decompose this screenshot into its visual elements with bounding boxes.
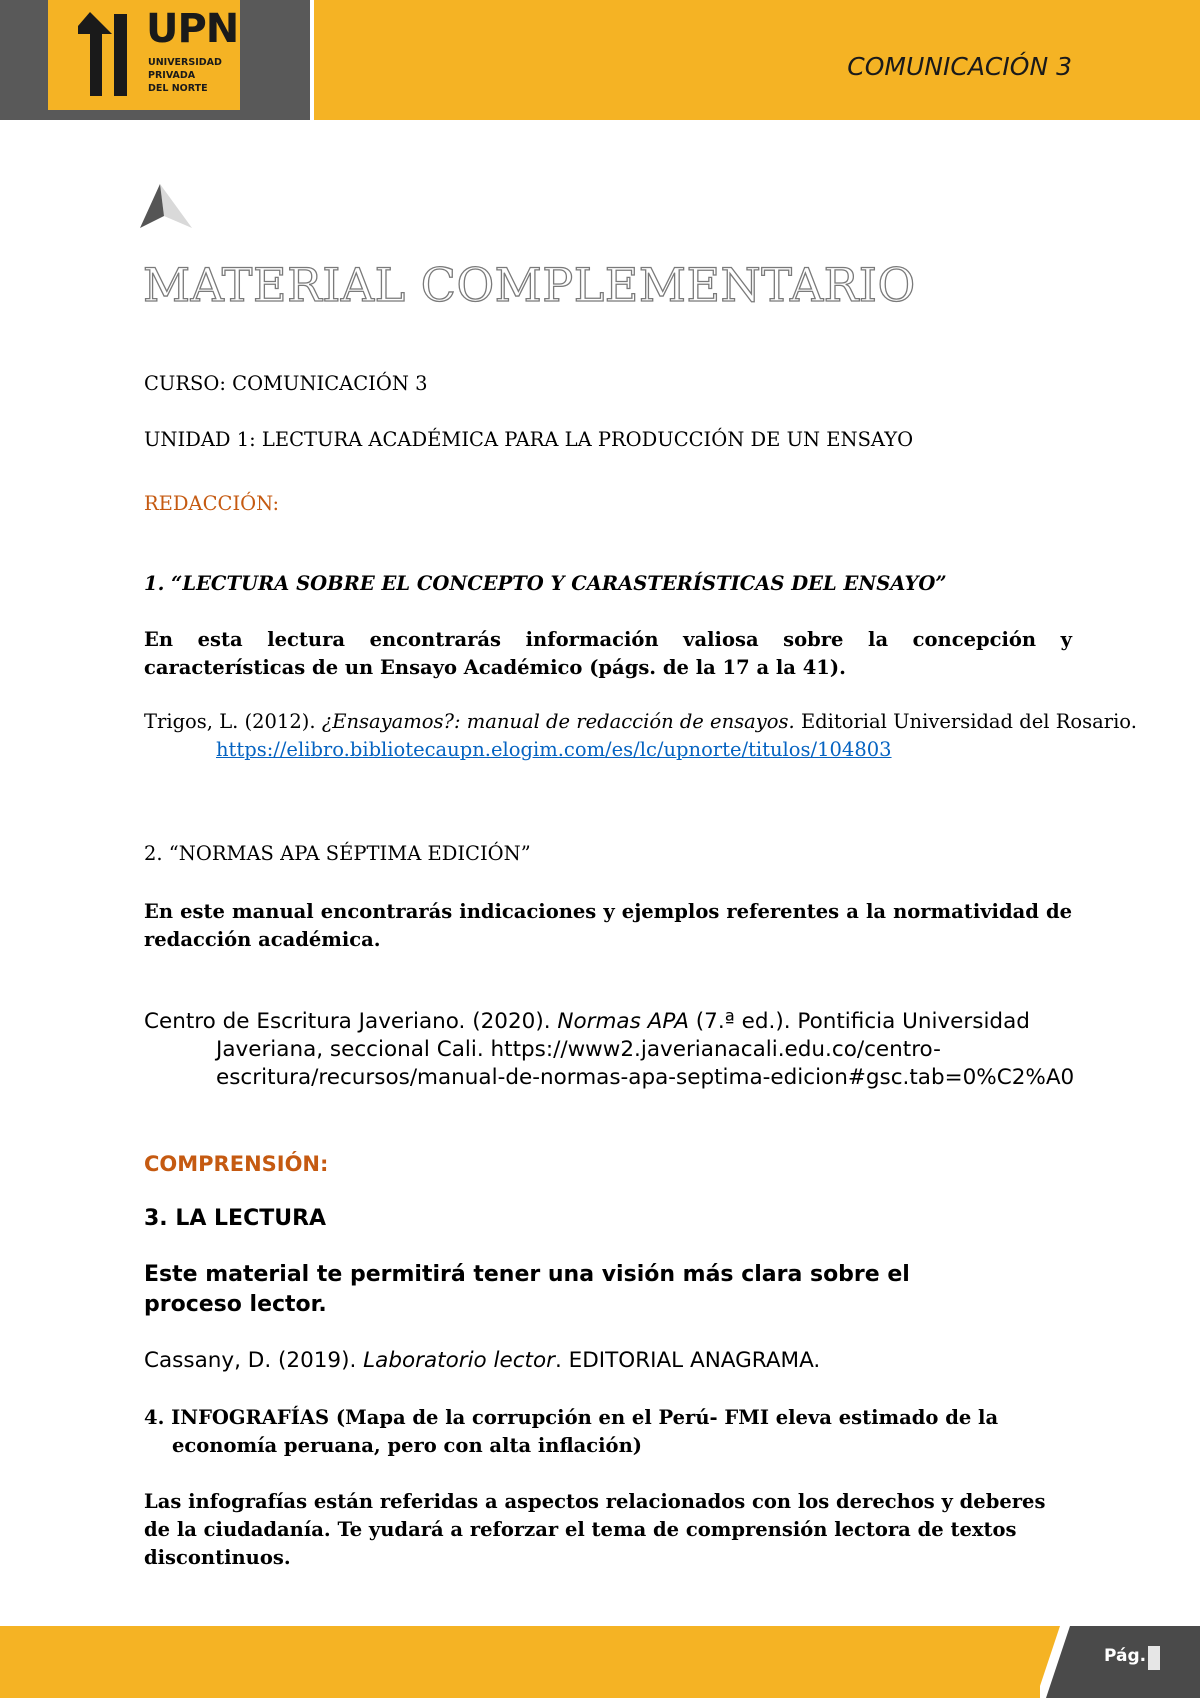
logo-subtitle <box>148 56 238 95</box>
item4-title: 4. INFOGRAFÍAS (Mapa de la corrupción en el Perú- FMI eleva estimado de la economía peruana, pero con alta inflación) <box>144 1406 999 1457</box>
item1-description: En esta lectura encontrarás información valiosa sobre la concepción y características de un Ensayo Académico (págs. de la 17 a la 41). <box>144 628 1072 679</box>
item1-title: 1. “LECTURA SOBRE EL CONCEPTO Y CARASTERÍSTICAS DEL ENSAYO” <box>144 572 947 595</box>
university-logo <box>48 0 240 110</box>
logo-wordmark: UPN <box>146 6 239 52</box>
ref-title: Laboratorio lector <box>363 1348 555 1373</box>
comprension-heading: COMPRENSIÓN: <box>144 1152 329 1176</box>
ref-rest: . EDITORIAL ANAGRAMA. <box>554 1348 821 1373</box>
navigation-arrow-icon <box>140 184 196 230</box>
item2-reference <box>144 1008 1136 1092</box>
logo-sub-line: PRIVADA <box>148 70 196 81</box>
reference-link[interactable]: https://elibro.bibliotecaupn.elogim.com/es/lc/upnorte/titulos/104803 <box>216 738 892 761</box>
footer-bar <box>0 1626 1200 1698</box>
item2-title: 2. “NORMAS APA SÉPTIMA EDICIÓN” <box>144 842 531 865</box>
item2-description: En este manual encontrarás indicaciones y ejemplos referentes a la normatividad de redacción académica. <box>144 900 1072 951</box>
ref-author: Trigos, L. (2012). <box>144 710 322 733</box>
unit-line: UNIDAD 1: LECTURA ACADÉMICA PARA LA PRODUCCIÓN DE UN ENSAYO <box>144 428 914 451</box>
page-number-field <box>1148 1646 1160 1670</box>
logo-sub-line: UNIVERSIDAD <box>148 57 222 68</box>
item3-reference <box>144 1346 1072 1376</box>
logo-sub-line: DEL NORTE <box>148 83 208 94</box>
ref-rest: (7.ª ed.). Pontificia Universidad Javeriana, seccional Cali. https://www2.javerianacali.edu.co/centro-escritura/recursos/manual-de-normas-apa-septima-edicion#gsc.tab=0%C2%A0 <box>216 1009 1075 1090</box>
header-divider <box>310 0 314 120</box>
ref-title: ¿Ensayamos?: manual de redacción de ensayos. <box>321 710 795 733</box>
course-line: CURSO: COMUNICACIÓN 3 <box>144 372 428 395</box>
ref-publisher: Editorial Universidad del Rosario. <box>794 710 1137 733</box>
item3-title: 3. LA LECTURA <box>144 1206 327 1231</box>
ref-author: Centro de Escritura Javeriano. (2020). <box>144 1009 558 1034</box>
item3-description: Este material te permitirá tener una visión más clara sobre el proceso lector. <box>144 1262 910 1317</box>
header-course-title: COMUNICACIÓN 3 <box>847 52 1072 81</box>
ref-author: Cassany, D. (2019). <box>144 1348 364 1373</box>
item4-description: Las infografías están referidas a aspectos relacionados con los derechos y deberes de la ciudadanía. Te yudará a reforzar el tema de comprensión lectora de textos discontinuos. <box>144 1490 1046 1569</box>
page-number-label: Pág. <box>1104 1646 1147 1666</box>
ref-title: Normas APA <box>557 1009 689 1034</box>
upward-arrow-logo-icon <box>68 12 140 96</box>
redaccion-heading: REDACCIÓN: <box>144 492 280 515</box>
page-title: MATERIAL COMPLEMENTARIO <box>143 258 916 312</box>
item1-reference <box>144 708 1156 764</box>
